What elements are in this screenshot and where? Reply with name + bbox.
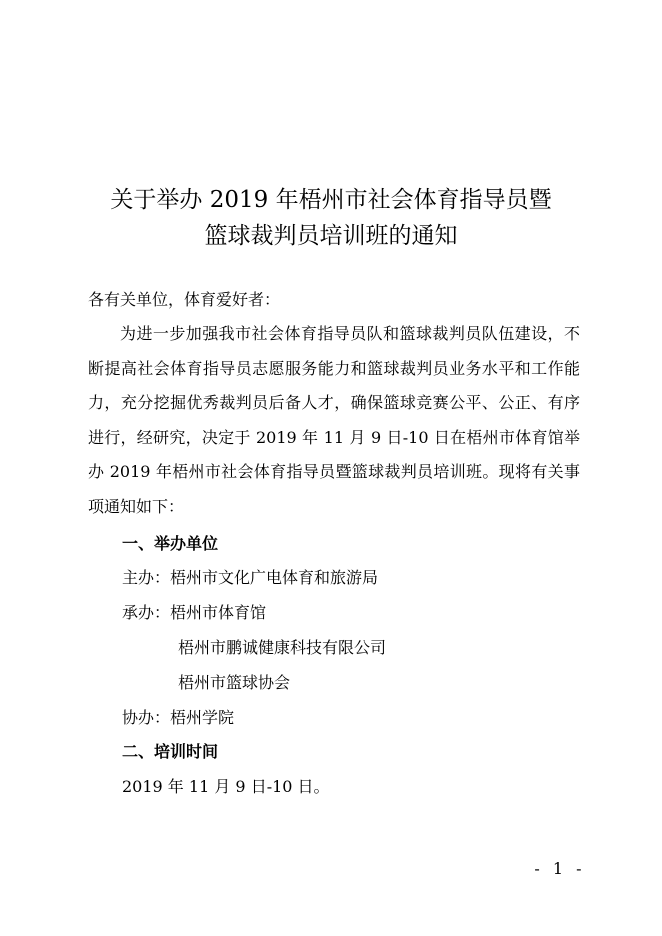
section-heading-organizers: 一、举办单位 xyxy=(122,534,219,553)
co-organizer-line: 协办：梧州学院 xyxy=(122,708,235,727)
organizer-extra-line-1: 梧州市鹏诚健康科技有限公司 xyxy=(178,638,387,657)
document-title-line-1: 关于举办 2019 年梧州市社会体育指导员暨 xyxy=(110,187,552,213)
salutation: 各有关单位，体育爱好者： xyxy=(88,290,281,309)
organizer-line: 承办：梧州市体育馆 xyxy=(122,603,267,622)
document-title-line-2: 篮球裁判员培训班的通知 xyxy=(204,223,458,249)
page-number: - 1 - xyxy=(534,859,586,878)
host-line: 主办：梧州市文化广电体育和旅游局 xyxy=(122,568,379,587)
training-date-line: 2019 年 11 月 9 日-10 日。 xyxy=(122,777,330,796)
section-heading-training-time: 二、培训时间 xyxy=(122,742,219,761)
organizer-extra-line-2: 梧州市篮球协会 xyxy=(178,673,291,692)
intro-paragraph: 为进一步加强我市社会体育指导员队和篮球裁判员队伍建设，不断提高社会体育指导员志愿服务能力和篮球裁判员业务水平和工作能力，充分挖掘优秀裁判员后备人才，确保篮球竞赛公平、公正、有序进行，经研究，决定于 2019 年 11 月 9 日-10 日在梧州市体育馆举办 2019 年梧州市社会体育指导员暨篮球裁判员培训班。现将有关事项通知如下： xyxy=(88,324,580,516)
